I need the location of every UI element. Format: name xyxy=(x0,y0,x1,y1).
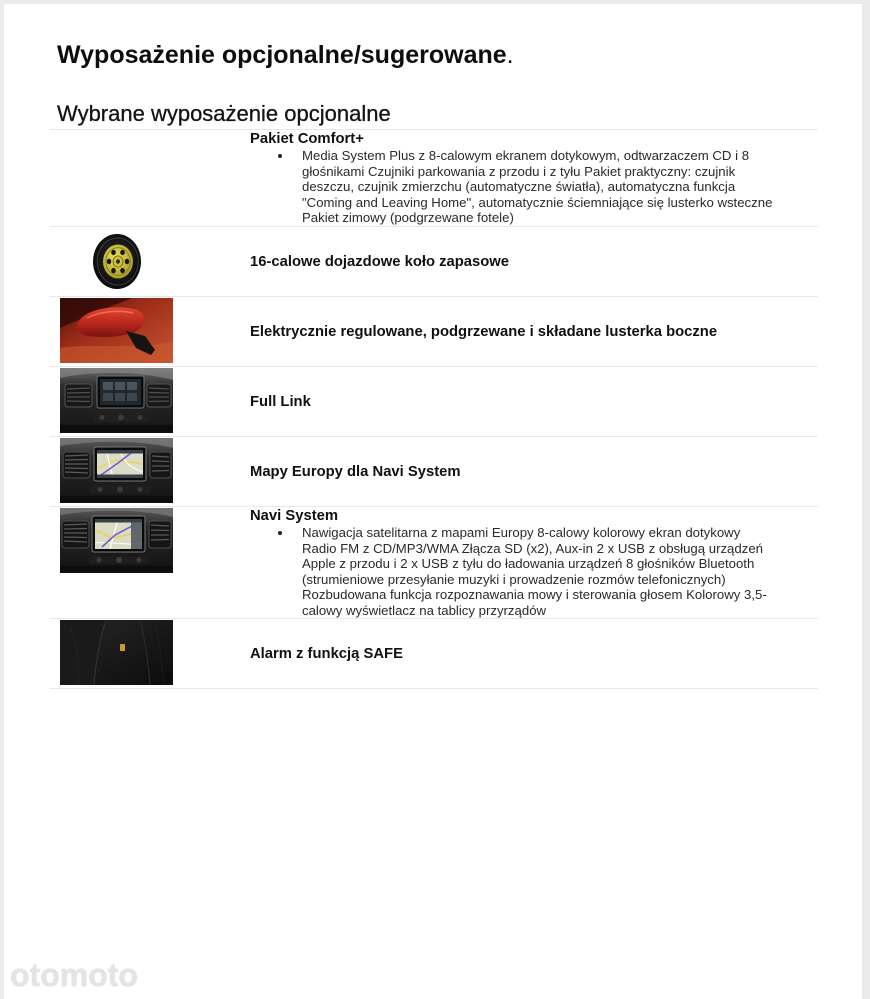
page-title-text: Wyposażenie opcjonalne/sugerowane xyxy=(57,41,507,69)
option-text-cell xyxy=(250,437,818,506)
option-title: Full Link xyxy=(250,393,311,410)
option-image-cell xyxy=(50,437,250,506)
map-screen-shape xyxy=(94,447,146,481)
option-row-alarm xyxy=(50,618,818,689)
left-vent-shape xyxy=(62,521,89,548)
option-row-navi-system xyxy=(50,506,818,618)
bullet-line: głośnikami Czujniki parkowania z przodu i z tyłu Pakiet praktyczny: czujnik xyxy=(302,163,736,179)
option-image-cell xyxy=(50,507,250,618)
screen-shape xyxy=(97,376,144,408)
bullet-line: "Coming and Leaving Home", automatycznie ściemniające się lusterko wsteczne xyxy=(302,194,773,210)
option-text-cell xyxy=(250,297,818,366)
bullet-line: Media System Plus z 8-calowym ekranem dotykowym, odtwarzaczem CD i 8 xyxy=(302,148,750,163)
option-text-cell xyxy=(250,227,818,296)
watermark-logo: otomoto xyxy=(10,957,138,993)
section-title: Wybrane wyposażenie opcjonalne xyxy=(57,101,391,126)
bullet-line: deszczu, czujnik zmierzchu (automatyczne światła), automatyczna funkcja xyxy=(302,179,736,194)
right-vent-shape xyxy=(150,452,171,478)
bullet-line: Apple z przodu i 2 x USB z tyłu do ładowania urządzeń 8 głośników Bluetooth xyxy=(302,556,755,571)
alarm-interior-image xyxy=(60,620,173,685)
document-page xyxy=(4,4,862,999)
option-bullet-item xyxy=(250,148,818,226)
page-title xyxy=(57,40,514,70)
option-image-cell xyxy=(50,227,250,296)
option-row-spare-wheel xyxy=(50,226,818,296)
right-vent-shape xyxy=(147,384,171,407)
navigation-system-image xyxy=(60,508,173,573)
option-row-side-mirrors xyxy=(50,296,818,366)
options-table xyxy=(50,129,818,689)
right-vent-shape xyxy=(149,521,171,548)
option-title: Pakiet Comfort+ xyxy=(250,131,364,147)
left-vent-shape xyxy=(65,384,92,407)
option-image-cell xyxy=(50,297,250,366)
left-vent-shape xyxy=(63,452,90,478)
bullet-line: Radio FM z CD/MP3/WMA Złącza SD (x2), Aux-in 2 x USB z obsługą urządzeń xyxy=(302,540,763,556)
page-title-period: . xyxy=(506,41,514,69)
bullet-line: Rozbudowana funkcja rozpoznawania mowy i sterowania głosem Kolorowy 3,5- xyxy=(302,587,767,602)
bullet-icon xyxy=(278,531,282,535)
option-text-cell xyxy=(250,367,818,436)
option-image-cell-empty xyxy=(50,130,250,226)
option-text-cell xyxy=(250,130,818,226)
option-bullet-item xyxy=(250,525,818,618)
option-text-cell xyxy=(250,619,818,688)
option-title: 16-calowe dojazdowe koło zapasowe xyxy=(250,253,510,270)
rim-shape xyxy=(103,245,133,279)
infotainment-dashboard-image xyxy=(60,368,173,433)
bullet-line: calowy wyświetlacz na tablicy przyrządów xyxy=(302,602,547,618)
navigation-map-screen-image xyxy=(60,438,173,503)
option-row-europe-maps xyxy=(50,436,818,506)
option-title: Navi System xyxy=(250,508,339,524)
option-row-pakiet-comfort xyxy=(50,129,818,226)
option-row-full-link xyxy=(50,366,818,436)
option-title: Alarm z funkcją SAFE xyxy=(250,645,403,662)
map-screen-shape xyxy=(92,516,145,552)
bullet-line: Pakiet zimowy (podgrzewane fotele) xyxy=(302,210,514,225)
alarm-indicator-light xyxy=(120,644,125,651)
option-title: Mapy Europy dla Navi System xyxy=(250,463,461,480)
option-image-cell xyxy=(50,619,250,688)
option-title: Elektrycznie regulowane, podgrzewane i składane lusterka boczne xyxy=(250,323,718,340)
bullet-line: Nawigacja satelitarna z mapami Europy 8-calowy kolorowy ekran dotykowy xyxy=(302,525,741,540)
bullet-line: (strumieniowe przesyłanie muzyki i prowadzenie rozmów telefonicznych) xyxy=(302,571,726,587)
option-text-cell xyxy=(250,507,818,618)
spare-wheel-image xyxy=(60,228,173,293)
bullet-icon xyxy=(278,154,282,158)
red-side-mirror-image xyxy=(60,298,173,363)
option-image-cell xyxy=(50,367,250,436)
